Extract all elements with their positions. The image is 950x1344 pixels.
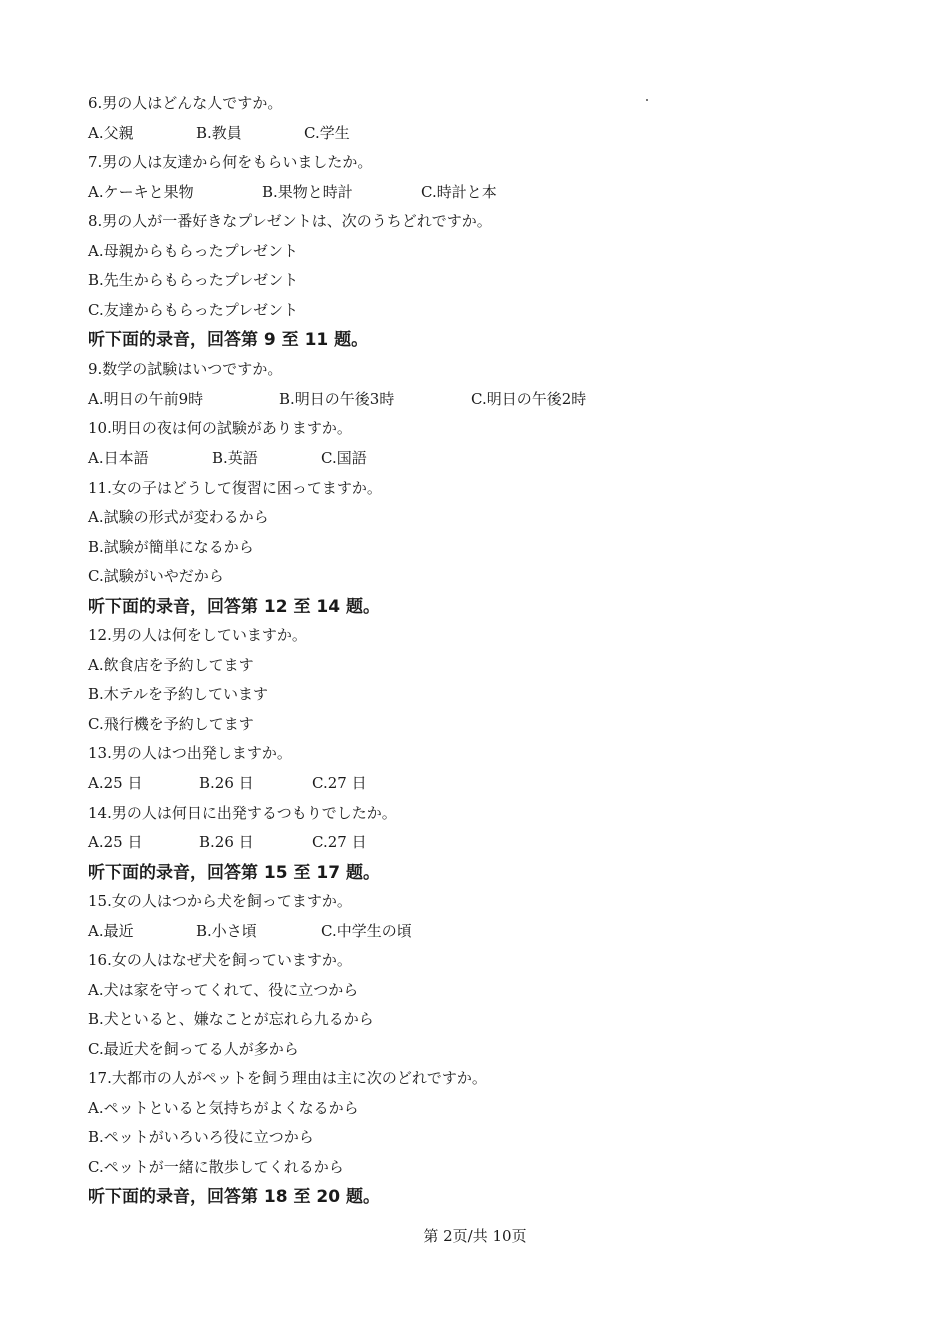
q17-option-b: B.ペットがいろいろ役に立つから xyxy=(88,1128,314,1146)
q7-option-a: A.ケーキと果物 xyxy=(88,183,194,201)
section-heading-12-14: 听下面的录音，回答第 12 至 14 题。 xyxy=(88,597,380,617)
q6-option-c: C.学生 xyxy=(304,124,350,142)
q14-option-b: B.26 日 xyxy=(199,833,254,851)
question-6: 6.男の人はどんな人ですか。 xyxy=(88,94,283,112)
question-10: 10.明日の夜は何の試験がありますか。 xyxy=(88,419,352,437)
q12-option-b: B.木テルを予約しています xyxy=(88,685,269,703)
q10-option-a: A.日本語 xyxy=(88,449,149,467)
question-16: 16.女の人はなぜ犬を飼っていますか。 xyxy=(88,951,352,969)
section-heading-18-20: 听下面的录音，回答第 18 至 20 题。 xyxy=(88,1187,380,1207)
question-8: 8.男の人が一番好きなプレゼントは、次のうちどれですか。 xyxy=(88,212,492,230)
q15-option-a: A.最近 xyxy=(88,922,134,940)
section-heading-15-17: 听下面的录音，回答第 15 至 17 题。 xyxy=(88,863,380,883)
question-15: 15.女の人はつから犬を飼ってますか。 xyxy=(88,892,352,910)
section-heading-9-11: 听下面的录音，回答第 9 至 11 题。 xyxy=(88,330,369,350)
q16-option-c: C.最近犬を飼ってる人が多から xyxy=(88,1040,299,1058)
q14-option-c: C.27 日 xyxy=(312,833,367,851)
q6-option-a: A.父親 xyxy=(88,124,134,142)
q16-option-b: B.犬といると、嫌なことが忘れら九るから xyxy=(88,1010,374,1028)
q9-option-c: C.明日の午後2時 xyxy=(471,390,587,408)
q6-option-b: B.教員 xyxy=(196,124,242,142)
page-number: 第 2页/共 10页 xyxy=(423,1227,527,1245)
q16-option-a: A.犬は家を守ってくれて、役に立つから xyxy=(88,981,359,999)
q17-option-a: A.ペットといると気持ちがよくなるから xyxy=(88,1099,359,1117)
q7-option-b: B.果物と時計 xyxy=(262,183,353,201)
q13-option-c: C.27 日 xyxy=(312,774,367,792)
q8-option-b: B.先生からもらったプレゼント xyxy=(88,271,299,289)
q13-option-b: B.26 日 xyxy=(199,774,254,792)
q8-option-c: C.友達からもらったプレゼント xyxy=(88,301,299,319)
q10-option-c: C.国語 xyxy=(321,449,367,467)
question-17: 17.大都市の人がペットを飼う理由は主に次のどれですか。 xyxy=(88,1069,487,1087)
question-12: 12.男の人は何をしていますか。 xyxy=(88,626,307,644)
q9-option-a: A.明日の午前9時 xyxy=(88,390,204,408)
question-13: 13.男の人はつ出発しますか。 xyxy=(88,744,292,762)
q15-option-c: C.中学生の頃 xyxy=(321,922,412,940)
stray-mark xyxy=(646,99,648,101)
question-7: 7.男の人は友達から何をもらいましたか。 xyxy=(88,153,373,171)
q15-option-b: B.小さ頃 xyxy=(196,922,257,940)
q13-option-a: A.25 日 xyxy=(88,774,143,792)
q10-option-b: B.英語 xyxy=(212,449,258,467)
q11-option-b: B.試験が簡単になるから xyxy=(88,538,254,556)
question-14: 14.男の人は何日に出発するつもりでしたか。 xyxy=(88,804,397,822)
q12-option-c: C.飛行機を予約してます xyxy=(88,715,254,733)
question-11: 11.女の子はどうして復習に困ってますか。 xyxy=(88,479,382,497)
q12-option-a: A.飲食店を予約してます xyxy=(88,656,254,674)
question-9: 9.数学の試験はいつですか。 xyxy=(88,360,283,378)
q14-option-a: A.25 日 xyxy=(88,833,143,851)
q8-option-a: A.母親からもらったプレゼント xyxy=(88,242,299,260)
q17-option-c: C.ペットが一緒に散歩してくれるから xyxy=(88,1158,344,1176)
q7-option-c: C.時計と本 xyxy=(421,183,497,201)
q11-option-a: A.試験の形式が変わるから xyxy=(88,508,269,526)
q9-option-b: B.明日の午後3時 xyxy=(279,390,395,408)
q11-option-c: C.試験がいやだから xyxy=(88,567,224,585)
